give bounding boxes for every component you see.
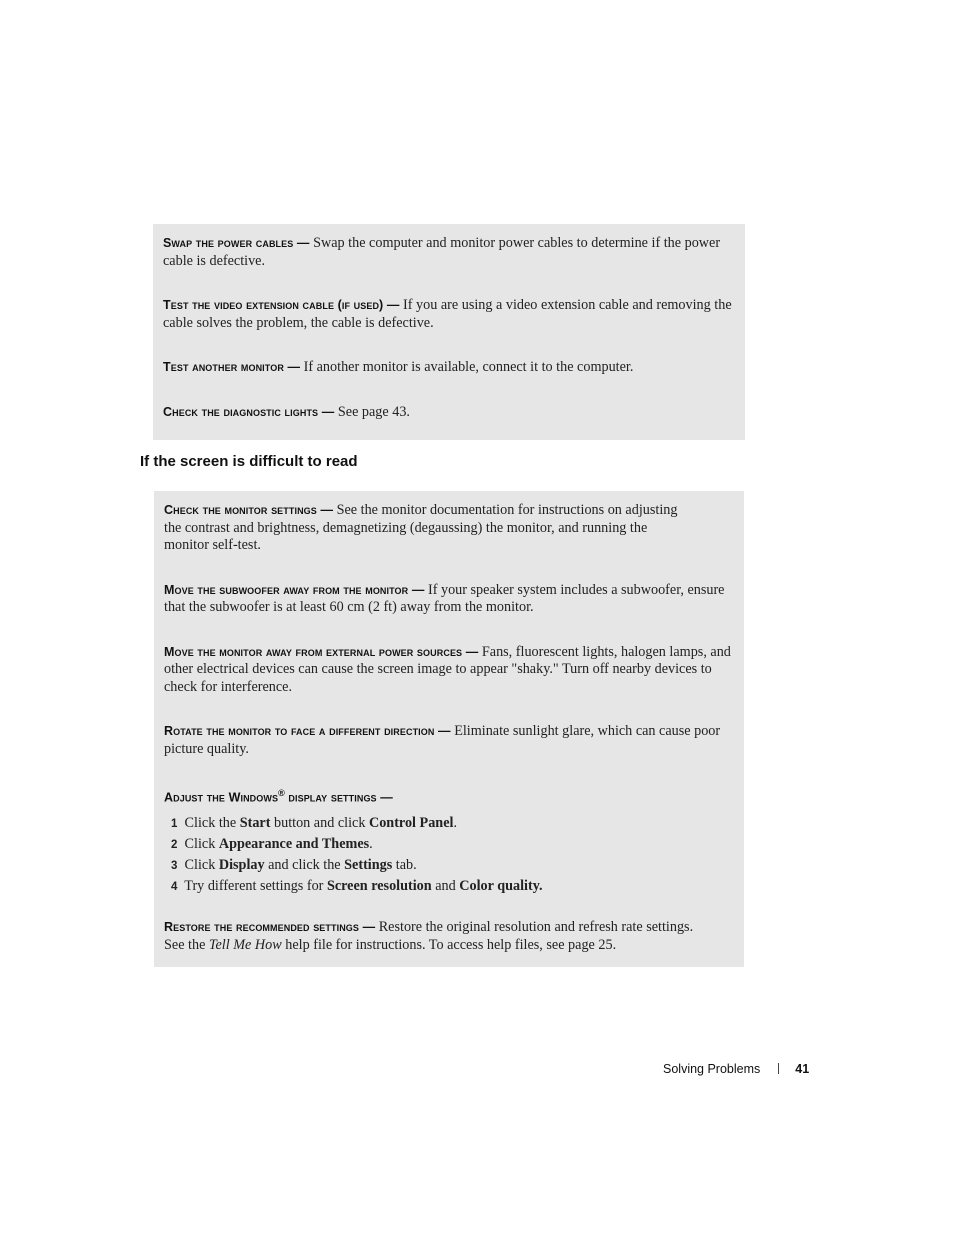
ui-label: Display (218, 857, 265, 874)
step-text: tab. (392, 857, 417, 874)
ui-label: Settings (344, 857, 393, 874)
tip-text: If you are using a video extension cable and removing the cable solves the problem, the cable is defective. (163, 297, 732, 331)
tip-heading: display settings — (284, 790, 393, 805)
step-number: 3 (171, 860, 178, 873)
tip-heading: Rotate the monitor to face a different direction — (164, 724, 451, 738)
tip-move-subwoofer (164, 582, 734, 617)
tip-text: Restore the original resolution and refresh rate settings. (375, 919, 694, 936)
tip-check-diagnostic-lights (163, 404, 735, 422)
list-item (164, 876, 734, 897)
step-number: 4 (171, 881, 178, 894)
tip-text: Eliminate sunlight glare, which can cause poor picture quality. (164, 723, 721, 757)
step-number: 2 (171, 839, 178, 852)
footer-divider (778, 1063, 779, 1074)
page-number: 41 (795, 1062, 810, 1076)
tip-restore-recommended-settings (164, 919, 734, 954)
tip-check-monitor-settings (164, 502, 734, 555)
section-title: If the screen is difficult to read (140, 453, 358, 470)
tip-heading: Restore the recommended settings — (164, 920, 376, 935)
footer-section-name: Solving Problems (663, 1062, 761, 1076)
step-text: . (453, 815, 457, 832)
step-text: and click the (264, 857, 345, 874)
step-text: Try different settings for (181, 878, 327, 895)
tip-heading: Test the video extension cable (if used) — (163, 298, 400, 312)
step-number: 1 (171, 818, 178, 831)
tip-text: Fans, fluorescent lights, halogen lamps, and other electrical devices can cause the screen image to appear "shaky." Turn off nearby devices to check for interference. (164, 643, 731, 695)
step-text: Click the (181, 815, 240, 832)
troubleshooting-box-screen (154, 491, 744, 967)
display-settings-steps (164, 813, 734, 897)
tip-heading: Move the monitor away from external power sources — (164, 644, 479, 659)
page-footer (663, 1062, 809, 1076)
list-item (164, 855, 734, 876)
ui-label: Appearance and Themes (218, 836, 370, 853)
tip-text: See page 43. (334, 403, 410, 420)
step-text: Click (181, 836, 219, 853)
help-file-title: Tell Me How (208, 936, 282, 953)
tip-text: See the monitor documentation for instructions on adjusting (333, 502, 678, 518)
tip-rotate-monitor (164, 723, 734, 758)
registered-mark: ® (278, 788, 285, 798)
tip-heading: Check the diagnostic lights — (163, 404, 335, 419)
ui-label: Start (239, 815, 271, 832)
tip-text: the contrast and brightness, demagnetizing (degaussing) the monitor, and running the (164, 519, 648, 536)
tip-text: help file for instructions. To access help files, see page 25. (281, 936, 617, 953)
list-item (164, 813, 734, 834)
tip-heading: Test another monitor — (163, 360, 301, 374)
tip-heading: Swap the power cables — (163, 236, 310, 250)
tip-swap-power-cables (163, 235, 735, 270)
tip-text: If another monitor is available, connect it to the computer. (300, 359, 634, 375)
tip-text: monitor self-test. (164, 537, 261, 553)
tip-heading: Check the monitor settings — (164, 503, 334, 517)
tip-test-video-extension-cable (163, 297, 735, 332)
step-text: button and click (270, 815, 369, 832)
tip-adjust-display-settings (164, 785, 734, 807)
tip-heading: Move the subwoofer away from the monitor — (164, 582, 425, 597)
ui-label: Color quality. (459, 878, 543, 895)
tip-move-from-power-sources (164, 644, 734, 697)
step-text: and (431, 878, 460, 895)
step-text: Click (181, 857, 219, 874)
list-item (164, 834, 734, 855)
tip-text: Swap the computer and monitor power cables to determine if the power cable is defective. (163, 235, 721, 269)
tip-heading: Adjust the Windows (164, 790, 279, 805)
tip-text: If your speaker system includes a subwoofer, ensure that the subwoofer is at least 60 cm (2 ft) away from the monitor. (164, 581, 725, 615)
ui-label: Control Panel (368, 815, 454, 832)
step-text: . (369, 836, 373, 853)
ui-label: Screen resolution (326, 878, 432, 895)
tip-text: See the (164, 936, 209, 953)
tip-test-another-monitor (163, 359, 735, 377)
troubleshooting-box-monitor (153, 224, 745, 440)
